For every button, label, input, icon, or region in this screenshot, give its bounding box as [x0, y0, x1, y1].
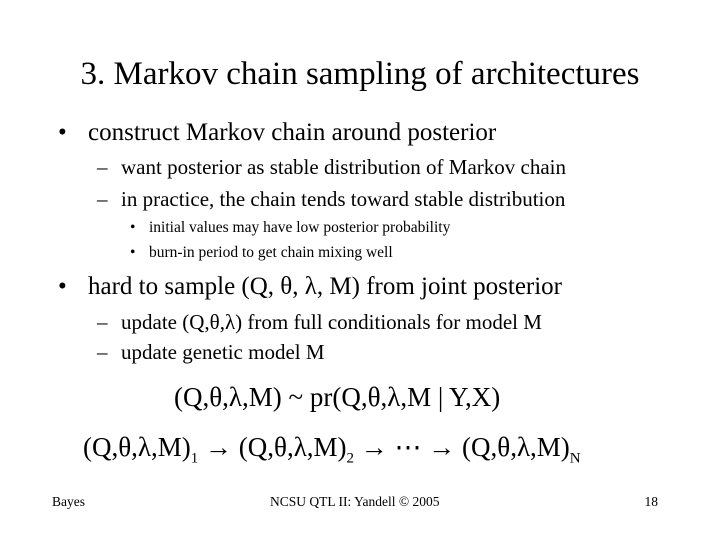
chain-subscript: 2 [346, 450, 355, 467]
dash-marker: – [97, 340, 108, 364]
markov-chain-equation [83, 430, 581, 475]
bullet-marker: • [58, 119, 67, 146]
page-number: 18 [644, 494, 658, 509]
dash-marker: – [97, 310, 108, 334]
dash-marker: – [97, 187, 108, 211]
bullet-marker: • [130, 244, 136, 261]
bullet-text: update genetic model M [121, 340, 325, 364]
bullet-marker: • [130, 219, 136, 236]
chain-subscript: N [569, 450, 581, 467]
bullet-text: hard to sample (Q, θ, λ, M) from joint posterior [88, 273, 563, 300]
bullet-text: want posterior as stable distribution of Markov chain [121, 155, 566, 179]
joint-posterior-equation: (Q,θ,λ,M) ~ pr(Q,θ,λ,M | Y,X) [174, 382, 501, 412]
chain-state: → (Q,θ,λ,M) [198, 432, 347, 462]
bullet-marker: • [58, 273, 67, 300]
bullet-text: in practice, the chain tends toward stable distribution [121, 187, 566, 211]
bullet-text: construct Markov chain around posterior [88, 119, 497, 146]
slide-title: 3. Markov chain sampling of architectures [80, 56, 640, 92]
footer-center: NCSU QTL II: Yandell © 2005 [270, 494, 440, 509]
chain-state: (Q,θ,λ,M) [83, 432, 191, 462]
bullet-text: initial values may have low posterior probability [149, 219, 451, 236]
chain-state: → ⋯ → (Q,θ,λ,M) [354, 432, 570, 462]
chain-subscript: 1 [190, 450, 199, 467]
bullet-text: burn-in period to get chain mixing well [149, 244, 393, 261]
bullet-text: update (Q,θ,λ) from full conditionals for model M [121, 310, 542, 334]
dash-marker: – [97, 155, 108, 179]
footer-left: Bayes [52, 494, 85, 509]
